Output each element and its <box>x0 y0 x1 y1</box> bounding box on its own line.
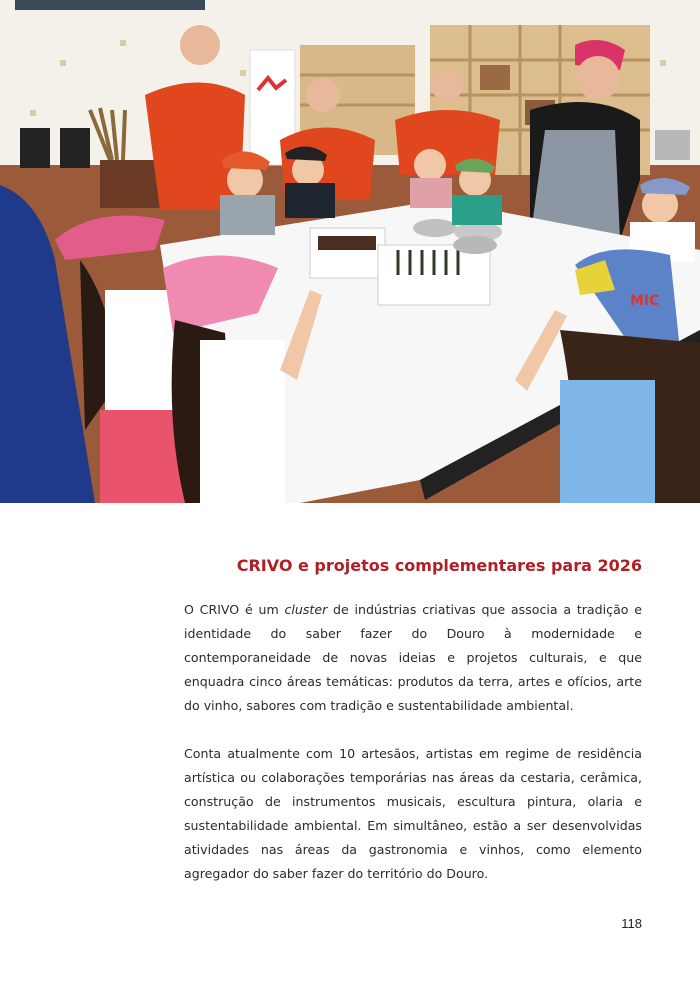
paragraph-1-start: O CRIVO é um <box>184 602 285 617</box>
paragraph-1-end: de indústrias criativas que associa a tradição e identidade do saber fazer do Douro à modernidade e contemporaneidade de novas ideias e projetos culturais, e que enquadra cinco áreas temáticas: produtos da terra, artes e ofícios, arte do vinho, sabores com tradição e sustentabilidade ambiental. <box>184 602 642 713</box>
page-number: 118 <box>621 916 642 931</box>
paragraph-1 <box>184 598 642 718</box>
mickey-cap-text: MIC <box>630 293 660 309</box>
body-text <box>184 598 642 886</box>
paragraph-1-emphasis: cluster <box>284 602 328 617</box>
paragraph-2: Conta atualmente com 10 artesãos, artistas em regime de residência artística ou colaborações temporárias nas áreas da cestaria, cerâmica, construção de instrumentos musicais, escultura pintura, olaria e sustentabilidade ambiental. Em simultâneo, estão a ser desenvolvidas atividades nas áreas da gastronomia e vinhos, como elemento agregador do saber fazer do território do Douro. <box>184 746 642 881</box>
section-title: CRIVO e projetos complementares para 2026 <box>236 556 642 575</box>
